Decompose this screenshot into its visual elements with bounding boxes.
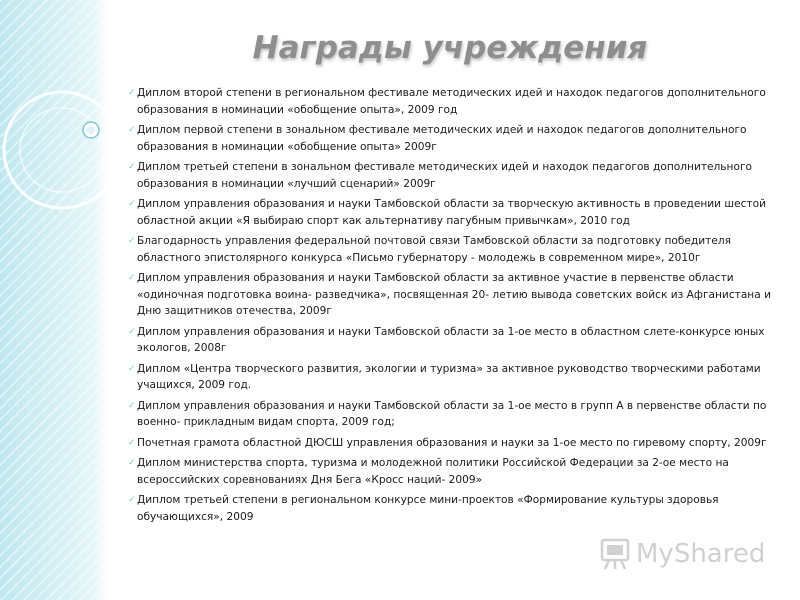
list-item bbox=[128, 361, 780, 394]
watermark bbox=[600, 537, 765, 571]
check-icon: ✓ bbox=[128, 363, 136, 374]
list-item bbox=[128, 233, 780, 266]
list-item bbox=[128, 270, 780, 320]
list-item bbox=[128, 455, 780, 488]
decorative-circles bbox=[0, 0, 140, 300]
list-item-text: Диплом управления образования и науки Тамбовской области за 1-ое место в областном слете-конкурсе юных экологов, 2008г bbox=[137, 325, 765, 354]
decorative-ring-medium bbox=[20, 108, 104, 192]
check-icon: ✓ bbox=[128, 400, 136, 411]
check-icon: ✓ bbox=[128, 88, 136, 98]
list-item bbox=[128, 159, 780, 192]
watermark-text: MyShared bbox=[636, 539, 766, 569]
check-icon: ✓ bbox=[128, 326, 136, 337]
decorative-ring-large bbox=[4, 92, 120, 208]
myshared-logo-icon bbox=[600, 538, 630, 570]
list-item bbox=[128, 122, 780, 155]
list-item-text: Диплом третьей степени в региональном конкурсе мини-проектов «Формирование культуры здоровья обучающихся», 2009 bbox=[137, 494, 719, 523]
list-item bbox=[128, 492, 780, 525]
list-item-text: Благодарность управления федеральной почтовой связи Тамбовской области за подготовку победителя областного эпистолярного конкурса «Письмо губернатору - молодежь в современном мире», 2010г bbox=[137, 235, 731, 264]
check-icon: ✓ bbox=[128, 125, 136, 135]
check-icon: ✓ bbox=[128, 437, 136, 448]
list-item bbox=[128, 324, 780, 357]
check-icon: ✓ bbox=[128, 495, 136, 505]
list-item-text: Диплом управления образования и науки Тамбовской области за творческую активность в проведении шестой областной акции «Я выбираю спорт как альтернативу пагубным привычкам», 2010 год bbox=[137, 198, 766, 227]
list-item-text: Диплом управления образования и науки Тамбовской области за 1-ое место в групп А в первенстве области по военно- прикладным видам спорта, 2009 год; bbox=[137, 399, 767, 428]
list-item-text: Диплом управления образования и науки Тамбовской области за активное участие в первенстве области «одиночная подготовка воина- разведчика», посвященная 20- летию вывода советских войск из Афганистана и Дню защитников отечества, 2009г bbox=[137, 272, 771, 317]
awards-list bbox=[128, 85, 780, 529]
check-icon: ✓ bbox=[128, 458, 136, 468]
list-item bbox=[128, 85, 780, 118]
list-item bbox=[128, 196, 780, 229]
list-item bbox=[128, 398, 780, 431]
list-item-text: Почетная грамота областной ДЮСШ управления образования и науки за 1-ое место по гиревому спорту, 2009г bbox=[137, 436, 767, 449]
decorative-bubble-inner bbox=[87, 126, 95, 134]
page-title: Награды учреждения bbox=[252, 30, 648, 66]
check-icon: ✓ bbox=[128, 162, 136, 172]
check-icon: ✓ bbox=[128, 199, 136, 209]
list-item-text: Диплом первой степени в зональном фестивале методических идей и находок педагогов дополнительного образования в номинации «обобщение опыта» 2009г bbox=[137, 124, 747, 153]
list-item-text: Диплом второй степени в региональном фестивале методических идей и находок педагогов дополнительного образования в номинации «обобщение опыта», 2009 год bbox=[137, 87, 766, 116]
list-item-text: Диплом «Центра творческого развития, экологии и туризма» за активное руководство творческими работами учащихся, 2009 год. bbox=[137, 362, 761, 391]
check-icon: ✓ bbox=[128, 236, 136, 246]
check-icon: ✓ bbox=[128, 273, 136, 283]
list-item bbox=[128, 435, 780, 452]
list-item-text: Диплом министерства спорта, туризма и молодежной политики Российской Федерации за 2-ое место на всероссийских соревнованиях Дня Бега «Кросс наций- 2009» bbox=[137, 457, 729, 486]
list-item-text: Диплом третьей степени в зональном фестивале методических идей и находок педагогов дополнительного образования в номинации «лучший сценарий» 2009г bbox=[137, 161, 752, 190]
